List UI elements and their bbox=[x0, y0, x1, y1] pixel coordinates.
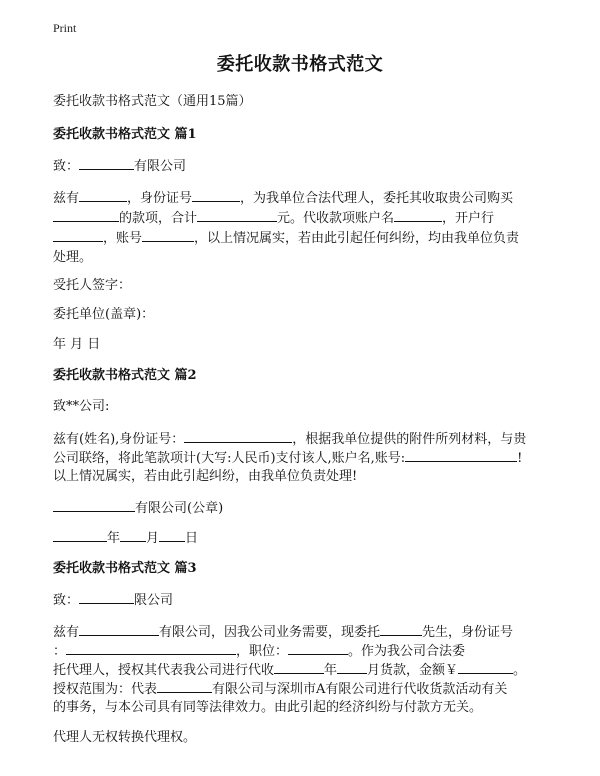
s1-date-line: 年 月 日 bbox=[53, 337, 101, 352]
s3-paragraph-line-5: 的事务，与本公司具有同等法律效力。由此引起的经济纠纷与付款方无关。 bbox=[53, 700, 483, 715]
s3-paragraph-line-3: 托代理人，授权其代表我公司进行代收 年 月货款，金额￥ 。 bbox=[53, 660, 553, 681]
s3-paragraph-line-4: 授权范围为：代表 有限公司与深圳市A有限公司进行代收货款活动有关 bbox=[53, 679, 553, 700]
s1-paragraph-line-3: ，账号 ，以上情况属实，若由此引起任何纠纷，均由我单位负责 bbox=[53, 228, 553, 249]
s1-paragraph-line-1: 兹有 ，身份证号 ，为我单位合法代理人，委托其收取贵公司购买 bbox=[53, 188, 553, 209]
section-2-heading: 委托收款书格式范文 篇2 bbox=[53, 368, 197, 383]
section-3-heading: 委托收款书格式范文 篇3 bbox=[53, 561, 197, 576]
print-link[interactable]: Print bbox=[53, 21, 77, 35]
s2-paragraph-line-3: 以上情况属实，若由此引起纠纷，由我单位负责处理! bbox=[53, 469, 358, 484]
s3-paragraph-line-1: 兹有 有限公司，因我公司业务需要，现委托 先生，身份证号 bbox=[53, 622, 553, 643]
s1-paragraph-line-4: 处理。 bbox=[53, 250, 93, 265]
s1-to-line: 致： 有限公司 bbox=[53, 156, 553, 177]
document-subtitle: 委托收款书格式范文（通用15篇） bbox=[53, 94, 252, 109]
s1-unit-line: 委托单位(盖章)： bbox=[53, 307, 155, 322]
s3-paragraph-line-2: ： ，职位： 。作为我公司合法委 bbox=[53, 641, 553, 662]
s1-paragraph-line-2: 的款项，合计 元。代收款项账户名 ，开户行 bbox=[53, 208, 553, 229]
document-title: 委托收款书格式范文 bbox=[216, 54, 384, 75]
s2-company-line: 有限公司(公章) bbox=[53, 498, 553, 519]
s2-date-line: 年 月 日 bbox=[53, 528, 553, 549]
s1-signer-line: 受托人签字： bbox=[53, 278, 132, 293]
s3-paragraph-line-6: 代理人无权转换代理权。 bbox=[53, 730, 197, 745]
s2-to-line: 致**公司: bbox=[53, 399, 110, 414]
s2-paragraph-line-2: 公司联络，将此笔款项计(大写:人民币)支付该人,账户名,账号: ! bbox=[53, 448, 553, 469]
s3-to-line: 致： 限公司 bbox=[53, 590, 553, 611]
section-1-heading: 委托收款书格式范文 篇1 bbox=[53, 127, 197, 142]
s2-paragraph-line-1: 兹有(姓名),身份证号： ，根据我单位提供的附件所列材料，与贵 bbox=[53, 429, 553, 450]
